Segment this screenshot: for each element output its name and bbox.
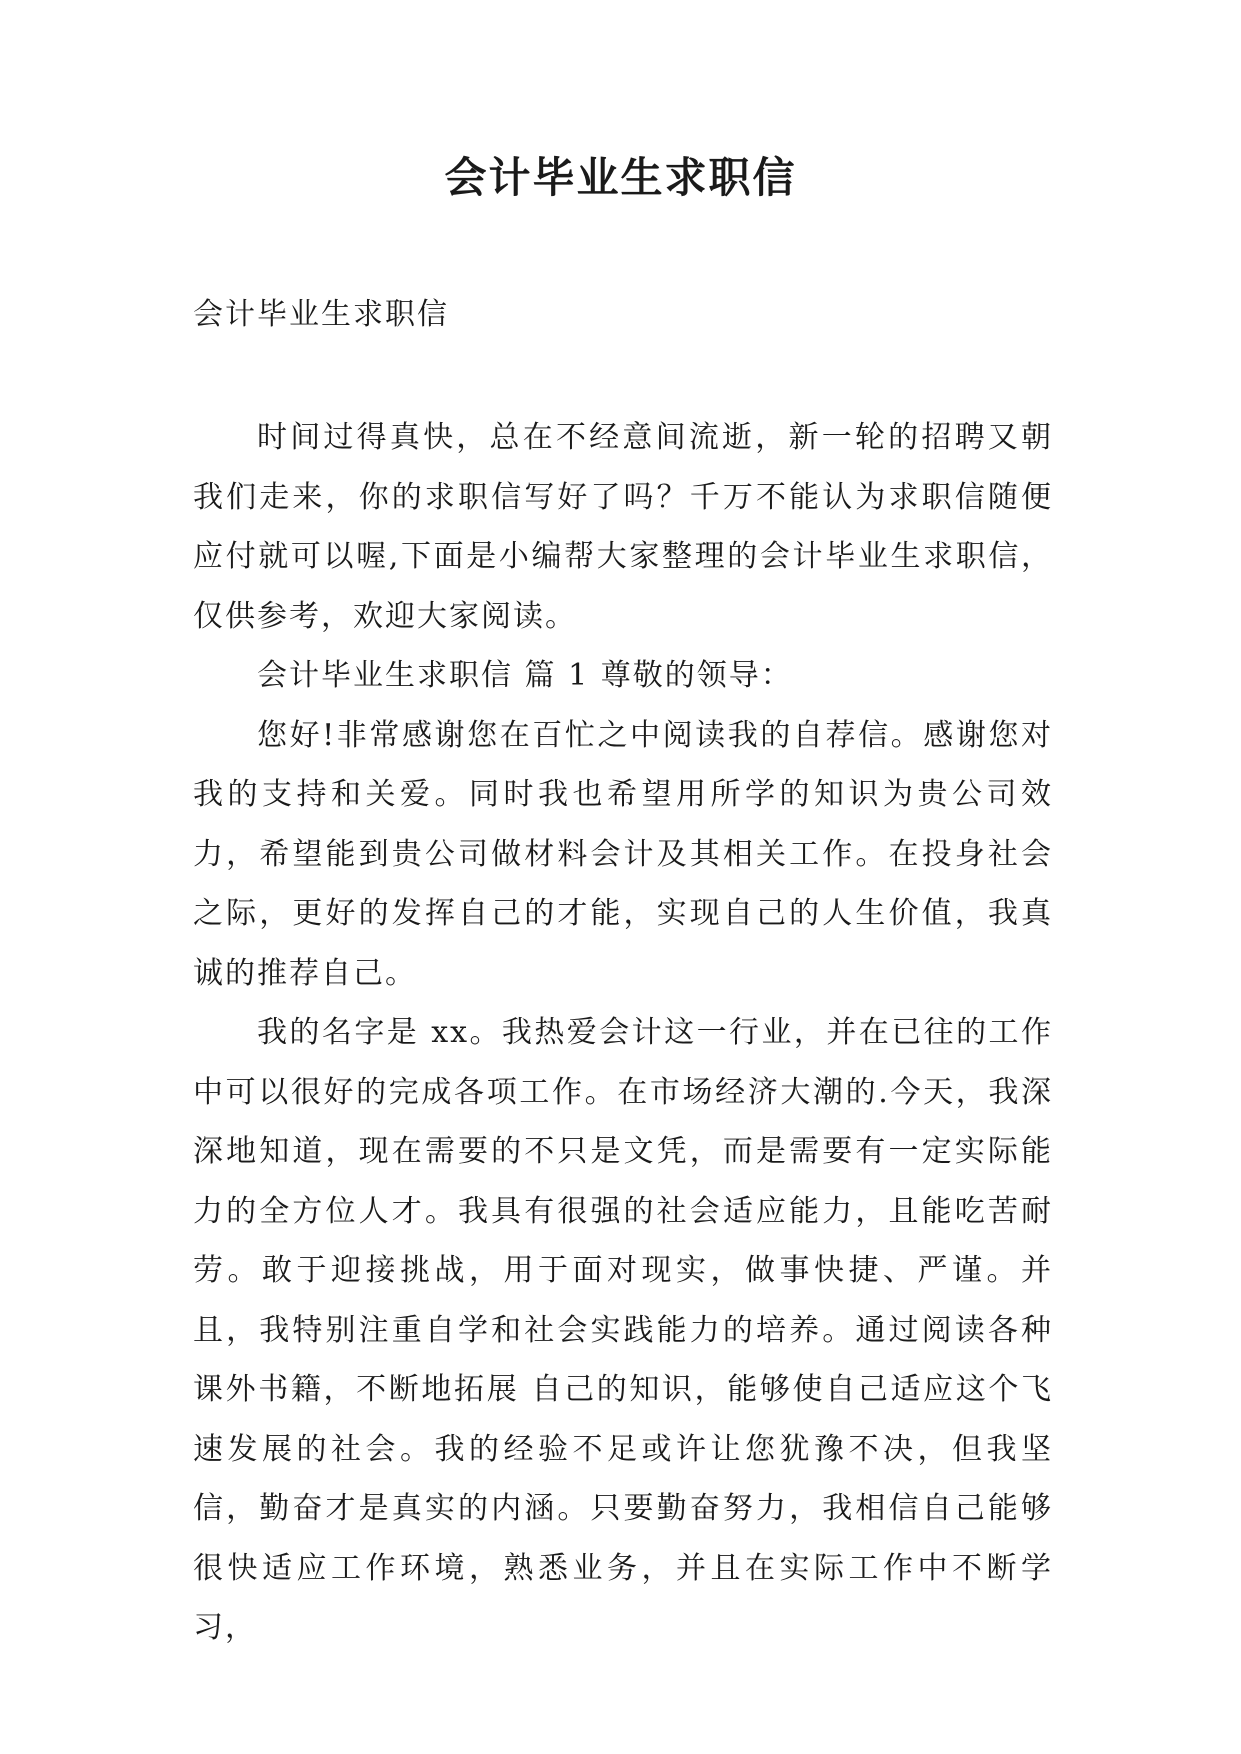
body-paragraph-salutation: 会计毕业生求职信 篇 1 尊敬的领导： [257, 658, 793, 693]
body-paragraph-greeting: 您好!非常感谢您在百忙之中阅读我的自荐信。感谢您对我的支持和关爱。同时我也希望用所学的知识为贵公司效力，希望能到贵公司做材料会计及其相关工作。在投身社会之际，更好的发挥自己的才能，实现自己的人生价值，我真诚的推荐自己。 [193, 717, 1053, 991]
document-body [193, 408, 1053, 1658]
body-paragraph-intro: 时间过得真快，总在不经意间流逝，新一轮的招聘又朝我们走来，你的求职信写好了吗？千万不能认为求职信随便应付就可以喔,下面是小编帮大家整理的会计毕业生求职信，仅供参考，欢迎大家阅读。 [193, 420, 1053, 634]
body-paragraph-self-intro: 我的名字是 xx。我热爱会计这一行业，并在已往的工作中可以很好的完成各项工作。在市场经济大潮的.今天，我深深地知道，现在需要的不只是文凭，而是需要有一定实际能力的全方位人才。我具有很强的社会适应能力，且能吃苦耐劳。敢于迎接挑战，用于面对现实，做事快捷、严谨。并且，我特别注重自学和社会实践能力的培养。通过阅读各种课外书籍，不断地拓展 自己的知识，能够使自己适应这个飞速发展的社会。我的经验不足或许让您犹豫不决，但我坚信，勤奋才是真实的内涵。只要勤奋努力，我相信自己能够很快适应工作环境，熟悉业务，并且在实际工作中不断学习， [193, 1015, 1053, 1645]
document-subtitle: 会计毕业生求职信 [193, 297, 449, 332]
document-title: 会计毕业生求职信 [444, 153, 797, 202]
